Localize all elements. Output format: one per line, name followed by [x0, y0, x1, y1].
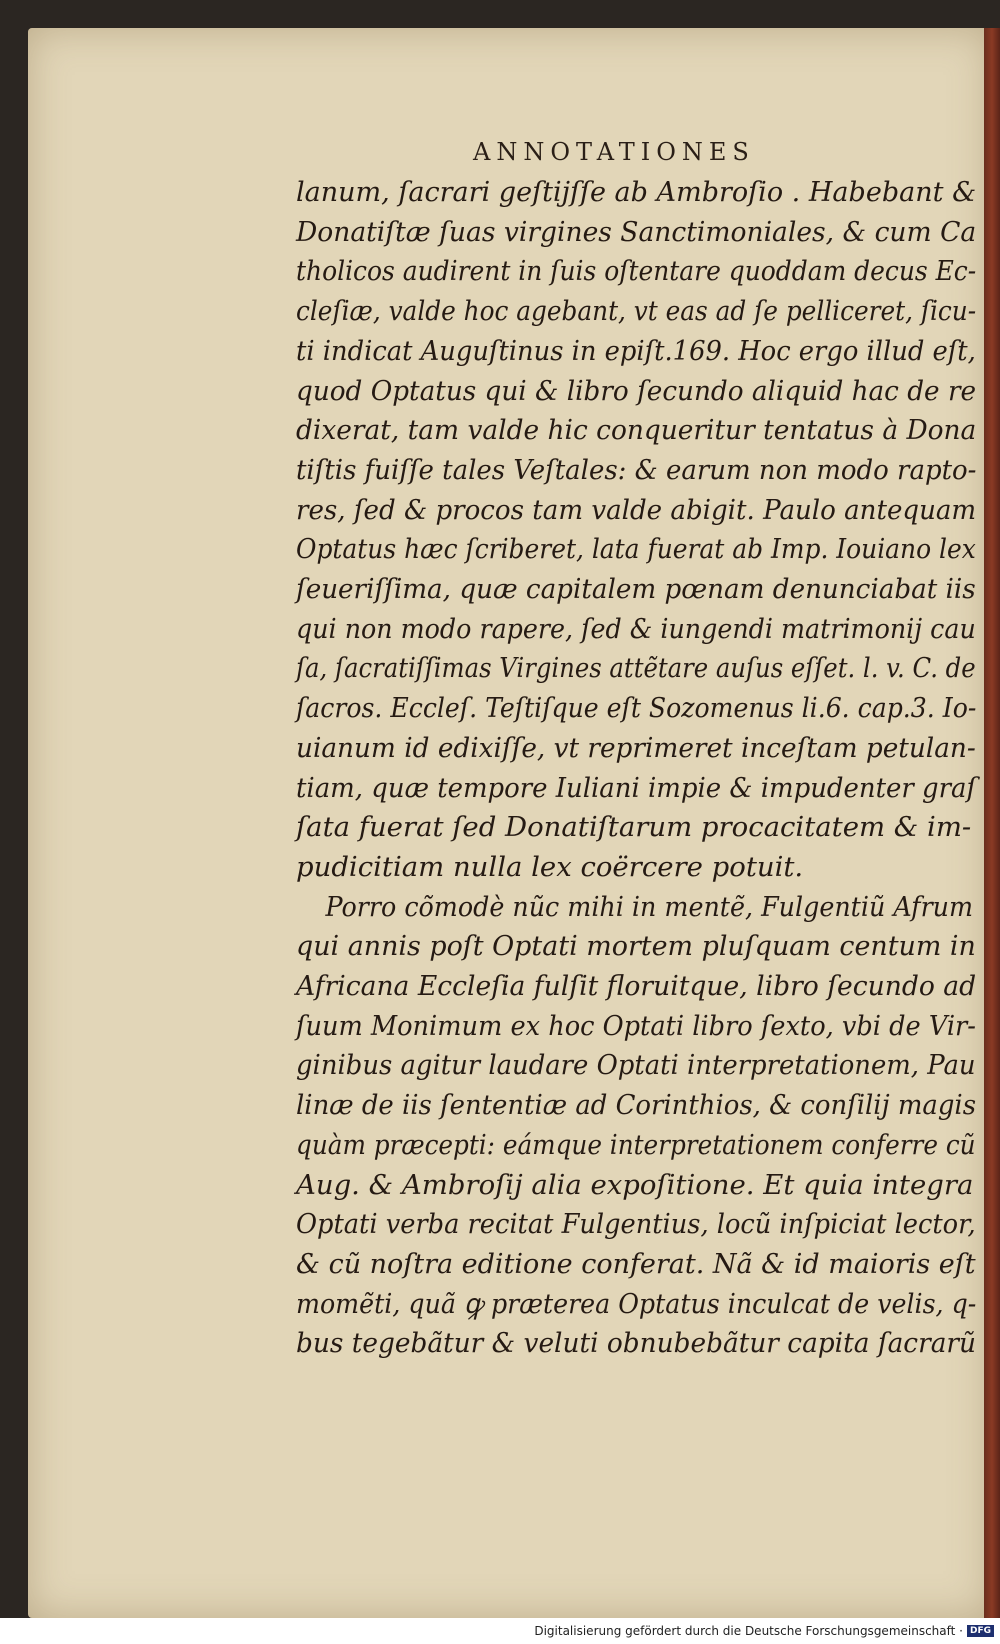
text-line: ſacros. Eccleſ. Teſtiſque eſt Sozomenus li.6. cap.3. Io- — [296, 692, 977, 725]
text-line: Donatiſtæ ſuas virgines Sanctimoniales, & cum Ca — [296, 215, 977, 248]
text-line: Optatus hæc ſcriberet, lata fuerat ab Imp. Iouiano lex — [296, 533, 976, 566]
text-line: ginibus agitur laudare Optati interpretationem, Pau — [296, 1049, 976, 1082]
text-line: ſuum Monimum ex hoc Optati libro ſexto, vbi de Vir- — [296, 1009, 976, 1042]
text-line: cleſiæ, valde hoc agebant, vt eas ad ſe pelliceret, ſicu- — [296, 295, 977, 328]
text-line: ti indicat Auguſtinus in epiſt.169. Hoc ergo illud eſt, — [296, 334, 976, 367]
text-line: pudicitiam nulla lex coërcere potuit. — [296, 850, 804, 883]
text-line: ſa, ſacratiſſimas Virgines attẽtare auſus eſſet. l. v. C. de — [296, 652, 976, 685]
text-line: qui annis poſt Optati mortem pluſquam centum in — [296, 930, 976, 963]
book-spine-edge — [984, 28, 1000, 1618]
book-page — [28, 28, 990, 1618]
body-text — [296, 173, 976, 1364]
text-line: bus tegebãtur & veluti obnubebãtur capita ſacrarũ — [296, 1327, 977, 1360]
digitization-footer — [0, 1618, 1000, 1644]
text-line: res, ſed & procos tam valde abigit. Paulo antequam — [296, 493, 977, 526]
text-line: dixerat, tam valde hic conqueritur tentatus à Dona — [296, 414, 977, 447]
text-line: linæ de iis ſententiæ ad Corinthios, & conſilij magis — [296, 1089, 976, 1122]
footer-credit: Digitalisierung gefördert durch die Deutsche Forschungsgemeinschaft · — [534, 1624, 963, 1638]
dfg-logo: DFG — [967, 1625, 994, 1637]
text-line: qui non modo rapere, ſed & iungendi matrimonij cau — [296, 612, 976, 645]
text-line: uianum id edixiſſe, vt reprimeret inceſtam petulan- — [296, 731, 976, 764]
text-line: Africana Eccleſia fulſit floruitque, libro ſecundo ad — [296, 970, 977, 1003]
running-head: ANNOTATIONES — [473, 138, 755, 166]
text-line: Optati verba recitat Fulgentius, locũ inſpiciat lector, — [296, 1208, 976, 1241]
text-line: ſata fuerat ſed Donatiſtarum procacitatem & im- — [296, 811, 972, 844]
text-line: momẽti, quã ꝙ præterea Optatus inculcat de velis, q- — [296, 1287, 977, 1320]
text-line: quàm præcepti: eámque interpretationem conferre cũ — [296, 1128, 976, 1161]
text-line: Aug. & Ambroſij alia expoſitione. Et quia integra — [296, 1168, 974, 1201]
text-line: tiſtis fuiſſe tales Veſtales: & earum non modo rapto- — [296, 453, 977, 486]
text-line: ſeueriſſima, quæ capitalem pœnam denunciabat iis — [296, 573, 976, 606]
text-line: tiam, quæ tempore Iuliani impie & impudenter graſ — [296, 771, 977, 804]
text-line: tholicos audirent in ſuis oſtentare quoddam decus Ec- — [296, 255, 977, 288]
paragraph-start-line: Porro cõmodè nũc mihi in mentẽ, Fulgentiũ Afrum — [325, 890, 974, 923]
text-line: lanum, ſacrari geſtijſſe ab Ambroſio . Habebant & — [296, 176, 977, 208]
text-line: quod Optatus qui & libro ſecundo aliquid hac de re — [296, 374, 977, 407]
text-line: & cũ noſtra editione conferat. Nã & id maioris eſt — [296, 1247, 976, 1280]
